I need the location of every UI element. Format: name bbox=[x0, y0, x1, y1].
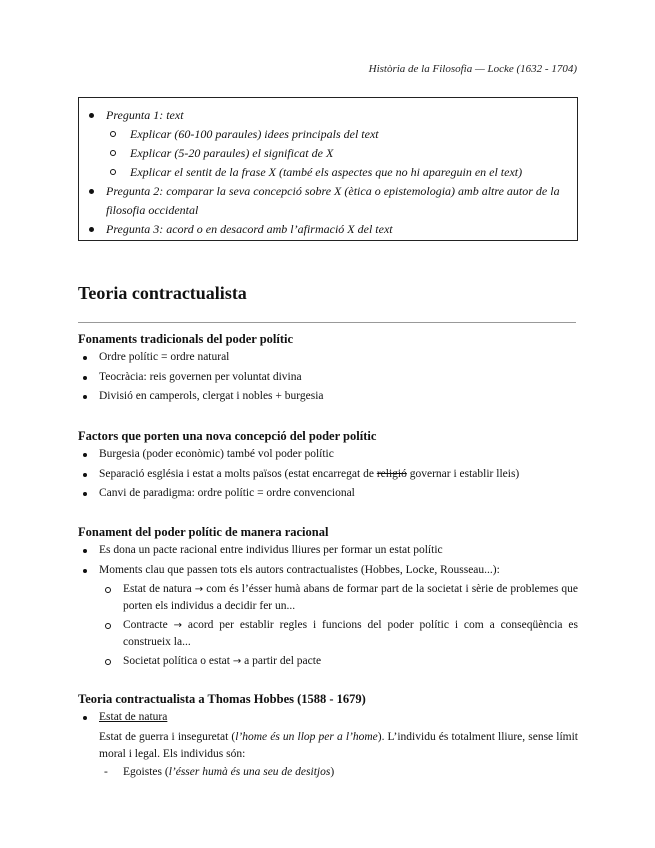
question-1-sub-2: Explicar (5-20 paraules) el significat de X bbox=[79, 144, 577, 163]
factors-item2-post: governar i establir lleis) bbox=[406, 467, 520, 480]
fonaments-heading: Fonaments tradicionals del poder polític bbox=[78, 332, 294, 346]
estat-natura-label: Estat de natura bbox=[123, 583, 195, 595]
question-3: Pregunta 3: acord o en desacord amb l’afirmació X del text bbox=[79, 220, 577, 239]
list-item: Canvi de paradigma: ordre polític = ordre convencional bbox=[78, 484, 578, 504]
dash-list-item bbox=[78, 763, 578, 782]
list-item: Moments clau que passen tots els autors contractualistes (Hobbes, Locke, Rousseau...): bbox=[78, 561, 578, 581]
section-title: Teoria contractualista bbox=[78, 283, 247, 303]
factors-list bbox=[78, 445, 578, 504]
racional-block bbox=[78, 523, 578, 672]
right-arrow-icon: → bbox=[232, 656, 242, 667]
question-1-sub-3: Explicar el sentit de la frase X (també els aspectes que no hi apareguin en el text) bbox=[79, 163, 577, 182]
question-1-sub-1: Explicar (60-100 paraules) idees principals del text bbox=[79, 125, 577, 144]
factors-item2-pre: Separació església i estat a molts països (estat encarregat de bbox=[99, 467, 377, 480]
exam-questions-box bbox=[78, 97, 578, 241]
right-arrow-icon: → bbox=[194, 584, 204, 595]
estat-natura-desc: com és l’ésser humà abans de formar part de la societat i sèrie de problemes que porten els individus a decidir fer un... bbox=[123, 583, 578, 612]
questions-list bbox=[79, 106, 577, 239]
list-item: Divisió en camperols, clergat i nobles + burgesia bbox=[78, 387, 578, 407]
estat-natura-underlined: Estat de natura bbox=[99, 711, 168, 723]
dash1-post: ) bbox=[330, 765, 335, 778]
list-item bbox=[78, 708, 578, 728]
right-arrow-icon: → bbox=[173, 620, 182, 631]
sub-list-item bbox=[78, 617, 578, 651]
question-2: Pregunta 2: comparar la seva concepció sobre X (ètica o epistemologia) amb altre autor de la filosofia occidental bbox=[79, 182, 577, 220]
running-header: Història de la Filosofia — Locke (1632 - 1704) bbox=[368, 63, 577, 75]
racional-list bbox=[78, 541, 578, 670]
dash1-quote: l’ésser humà és una seu de desitjos bbox=[168, 765, 331, 778]
factors-heading: Factors que porten una nova concepció del poder polític bbox=[78, 429, 377, 443]
question-1: Pregunta 1: text bbox=[79, 106, 577, 125]
dash1-pre: Egoistes ( bbox=[123, 765, 169, 778]
fonaments-list bbox=[78, 348, 578, 407]
societat-desc: a partir del pacte bbox=[241, 655, 322, 667]
struck-word: religió bbox=[376, 467, 407, 480]
list-item: Ordre polític = ordre natural bbox=[78, 348, 578, 368]
factors-block bbox=[78, 427, 578, 504]
societat-label: Societat política o estat bbox=[123, 655, 233, 667]
fonaments-block bbox=[78, 330, 578, 407]
list-item: Es dona un pacte racional entre individus lliures per formar un estat polític bbox=[78, 541, 578, 561]
hobbes-list bbox=[78, 708, 578, 728]
para-pre: Estat de guerra i inseguretat ( bbox=[99, 730, 236, 743]
sub-list-item bbox=[78, 581, 578, 615]
hobbes-block bbox=[78, 690, 578, 782]
contracte-desc: acord per establir regles i funcions del poder polític i com a conseqüència es construeix la... bbox=[123, 619, 578, 648]
list-item: Burgesia (poder econòmic) també vol poder polític bbox=[78, 445, 578, 465]
sub-list-item bbox=[78, 653, 578, 670]
para-quote: l’home és un llop per a l’home bbox=[235, 730, 378, 743]
racional-heading: Fonament del poder polític de manera racional bbox=[78, 525, 329, 539]
hobbes-paragraph bbox=[78, 729, 578, 763]
list-item bbox=[78, 465, 578, 485]
para-post: ). L’individu és totalment lliure, sense límit moral i legal. Els individus són: bbox=[99, 730, 578, 760]
contracte-label: Contracte bbox=[123, 619, 174, 631]
section-divider bbox=[78, 322, 576, 323]
list-item: Teocràcia: reis governen per voluntat divina bbox=[78, 368, 578, 388]
hobbes-heading: Teoria contractualista a Thomas Hobbes (1588 - 1679) bbox=[78, 692, 366, 706]
